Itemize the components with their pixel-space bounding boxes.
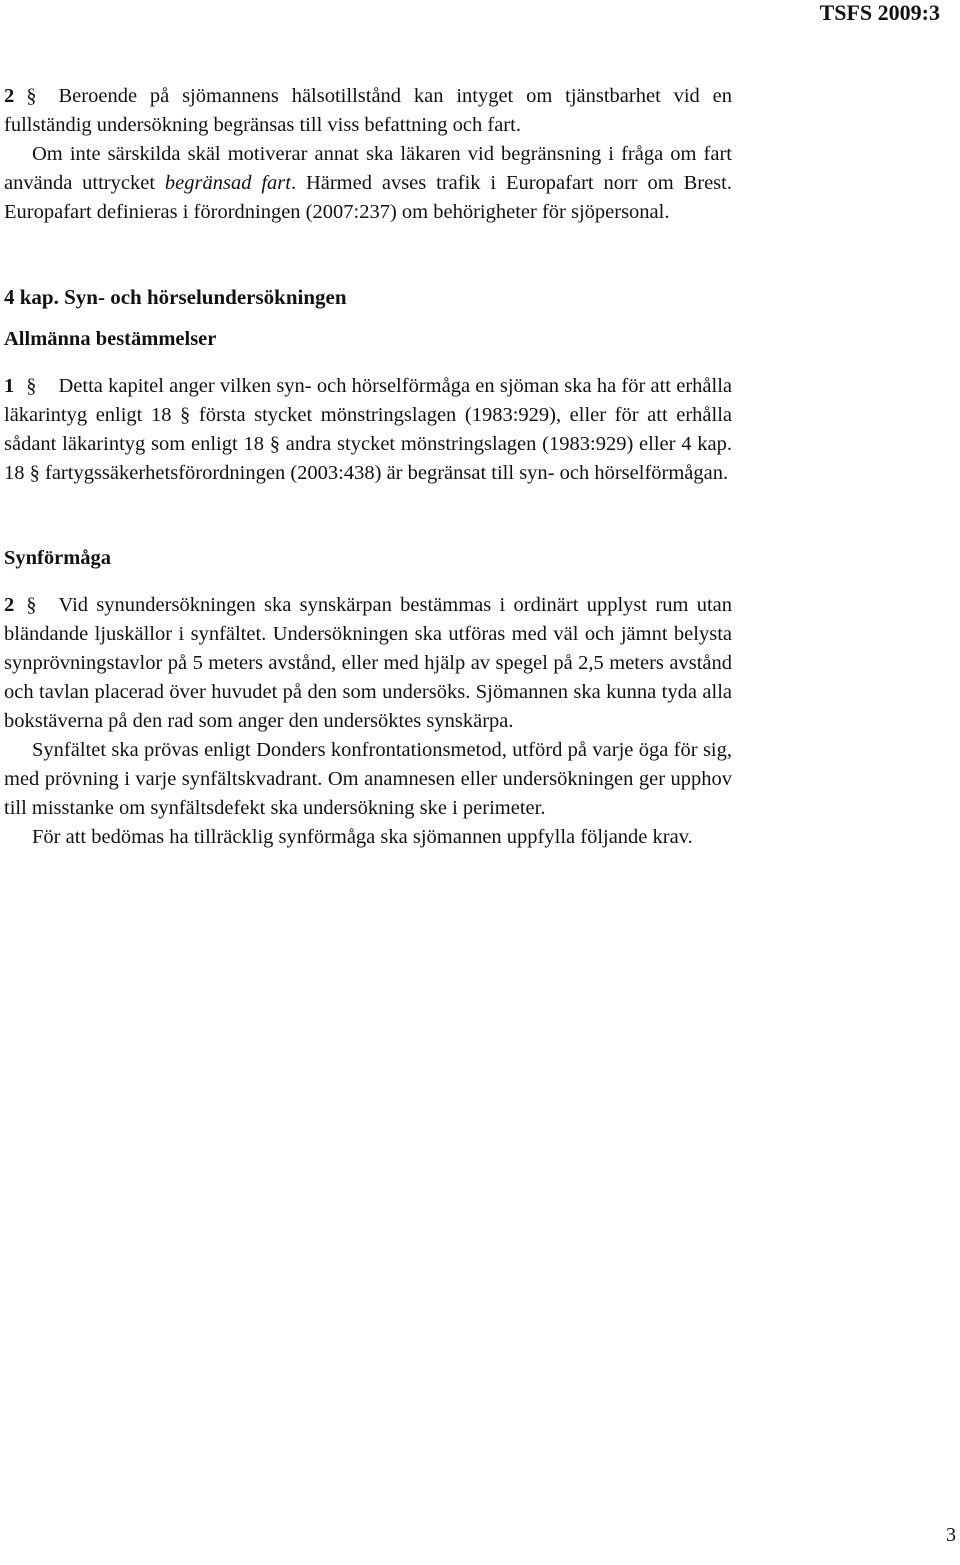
section-sign: § (26, 594, 37, 616)
vision-section-paragraph-3: För att bedömas ha tillräcklig synförmåga ska sjömannen uppfylla följande krav. (32, 826, 693, 848)
subheading-general: Allmänna bestämmelser (4, 328, 217, 350)
section-sign: § (26, 375, 37, 397)
subheading-vision: Synförmåga (4, 547, 112, 569)
section-number: 2 (4, 594, 15, 616)
section-text: Beroende på sjömannens hälsotillstånd kan intyget om tjänstbarhet vid en fullständig undersökning begränsas till viss befattning och fart. (4, 85, 732, 136)
text-run: Om inte särskilda skäl motiverar annat ska läkaren vid begränsning i fråga om fart använda uttrycket (4, 143, 732, 194)
section-text: Detta kapitel anger vilken syn- och hörselförmåga en sjöman ska ha för att erhålla läkarintyg enligt 18 § första stycket mönstringslagen (1983:929), eller för att erhålla sådant läkarintyg som enligt 18 § andra stycket mönstringslagen (1983:929) eller 4 kap. 18 § fartygssäkerhetsförordningen (2003:438) är begränsat till syn- och hörselförmågan. (4, 375, 732, 484)
page-number: 3 (946, 1524, 956, 1546)
section-sign: § (26, 85, 37, 107)
chapter-heading: 4 kap. Syn- och hörselundersökningen (4, 285, 347, 309)
section-number: 2 (4, 85, 15, 107)
section-2-paragraph-1 (4, 82, 732, 140)
section-2-paragraph-2 (4, 140, 732, 227)
section-text: Vid synundersökningen ska synskärpan bestämmas i ordinärt upplyst rum utan bländande ljuskällor i synfältet. Undersökningen ska utföras med väl och jämnt belysta synprövningstavlor på 5 meters avstånd, eller med hjälp av spegel på 2,5 meters avstånd och tavlan placerad över huvudet på den som undersöks. Sjömannen ska kunna tyda alla bokstäverna på den rad som anger den undersöktes synskärpa. (4, 594, 732, 732)
vision-section-paragraph-2: Synfältet ska prövas enligt Donders konfrontationsmetod, utförd på varje öga för sig, med prövning i varje synfältskvadrant. Om anamnesen eller undersökningen ger upphov till misstanke om synfältsdefekt ska undersökning ske i perimeter. (4, 739, 732, 819)
text-run: . Härmed avses trafik i Europafart norr om Brest. Europafart definieras i förordningen (2007:237) om behörigheter för sjöpersonal. (4, 172, 732, 223)
page-body (4, 82, 732, 852)
vision-section-paragraph-1 (4, 591, 732, 736)
document-id: TSFS 2009:3 (819, 0, 940, 25)
section-number: 1 (4, 375, 15, 397)
section-1-paragraph (4, 372, 732, 488)
emphasis-term: begränsad fart (164, 172, 291, 194)
